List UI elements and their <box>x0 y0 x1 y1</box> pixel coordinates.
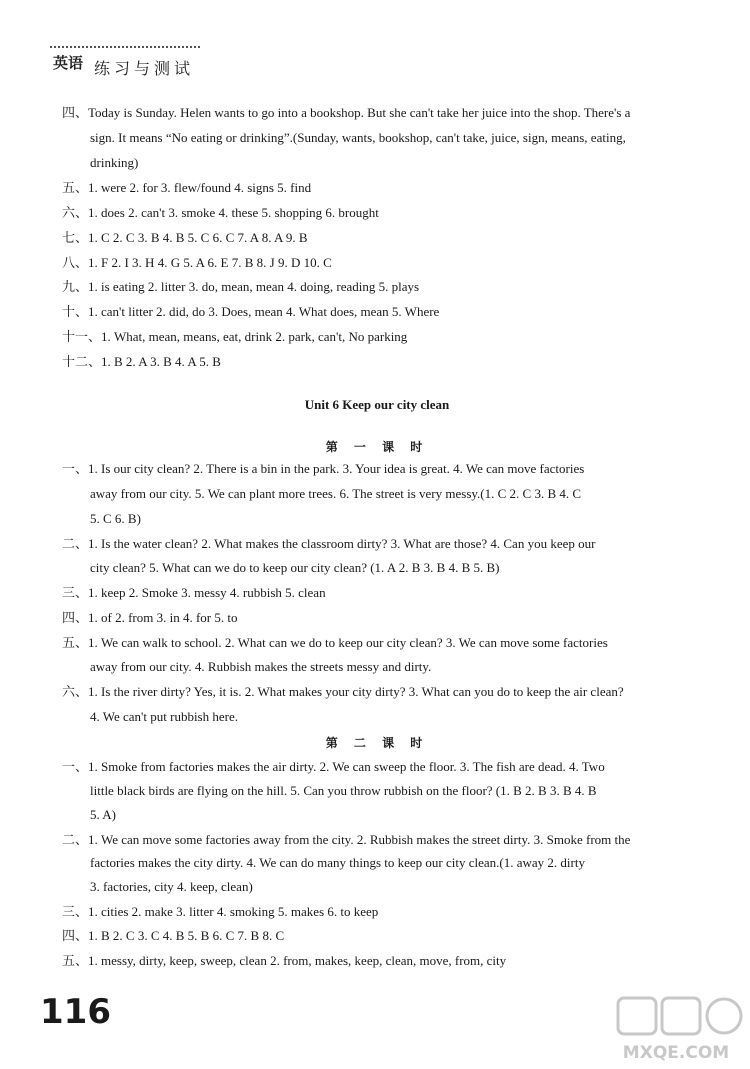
watermark-glyph-3 <box>707 999 741 1033</box>
answer-line: 八、1. F 2. I 3. H 4. G 5. A 6. E 7. B 8. J 9. D 10. C <box>62 255 332 270</box>
answer-line: 一、1. Is our city clean? 2. There is a bin in the park. 3. Your idea is great. 4. We can move factories <box>62 461 585 476</box>
answer-line: 五、1. messy, dirty, keep, sweep, clean 2. from, makes, keep, clean, move, from, city <box>62 953 507 968</box>
answer-line: 七、1. C 2. C 3. B 4. B 5. C 6. C 7. A 8. A 9. B <box>62 230 308 245</box>
answer-line-cont: away from our city. 4. Rubbish makes the streets messy and dirty. <box>90 659 432 674</box>
answer-line: 二、1. Is the water clean? 2. What makes the classroom dirty? 3. What are those? 4. Can you keep our <box>62 536 596 551</box>
answer-line: 三、1. cities 2. make 3. litter 4. smoking 5. makes 6. to keep <box>62 904 379 919</box>
answer-line: 三、1. keep 2. Smoke 3. messy 4. rubbish 5. clean <box>62 585 326 600</box>
watermark-text: MXQE.COM <box>622 1043 730 1063</box>
answer-line: 六、1. does 2. can't 3. smoke 4. these 5. shopping 6. brought <box>62 205 379 220</box>
answer-line: 十、1. can't litter 2. did, do 3. Does, mean 4. What does, mean 5. Where <box>62 304 440 319</box>
unit-title: Unit 6 Keep our city clean <box>304 397 450 412</box>
page-number: 116 <box>40 992 111 1032</box>
answer-line: 二、1. We can move some factories away from the city. 2. Rubbish makes the street dirty. 3. Smoke from the <box>62 832 631 847</box>
answer-line: 十二、1. B 2. A 3. B 4. A 5. B <box>62 354 221 369</box>
answer-line-cont: sign. It means “No eating or drinking”.(Sunday, wants, bookshop, can't take, juice, sign, means, eating, <box>90 130 626 145</box>
watermark-glyph-2 <box>662 998 700 1034</box>
lesson-heading-2: 第 二 课 时 <box>325 736 429 750</box>
answer-line: 六、1. Is the river dirty? Yes, it is. 2. What makes your city dirty? 3. What can you do to keep the air clean? <box>62 684 624 699</box>
answer-line: 四、1. of 2. from 3. in 4. for 5. to <box>62 610 238 625</box>
header-dotted-rule <box>50 46 200 48</box>
answer-line-cont: 4. We can't put rubbish here. <box>90 709 238 724</box>
book-subtitle: 练习与测试 <box>94 59 195 78</box>
subject-badge: 英语 <box>52 54 83 72</box>
lesson-heading-1: 第 一 课 时 <box>325 440 429 454</box>
answer-line-cont: city clean? 5. What can we do to keep our city clean? (1. A 2. B 3. B 4. B 5. B) <box>90 560 500 575</box>
answer-line: 一、1. Smoke from factories makes the air dirty. 2. We can sweep the floor. 3. The fish are dead. 4. Two <box>62 759 605 774</box>
answer-line-cont: 3. factories, city 4. keep, clean) <box>90 879 253 894</box>
answer-line-4-intro: 四、Today is Sunday. Helen wants to go into a bookshop. But she can't take her juice into the shop. There's a <box>62 105 631 120</box>
answer-line: 九、1. is eating 2. litter 3. do, mean, mean 4. doing, reading 5. plays <box>62 279 420 294</box>
answer-line-cont: drinking) <box>90 155 139 170</box>
page-header <box>50 40 210 80</box>
answer-line-cont: 5. C 6. B) <box>90 511 141 526</box>
answer-line: 五、1. were 2. for 3. flew/found 4. signs 5. find <box>62 180 312 195</box>
watermark-logo <box>606 990 746 1065</box>
answer-line: 十一、1. What, mean, means, eat, drink 2. park, can't, No parking <box>62 329 408 344</box>
answer-line-cont: away from our city. 5. We can plant more trees. 6. The street is very messy.(1. C 2. C 3. B 4. C <box>90 486 582 501</box>
answer-line: 五、1. We can walk to school. 2. What can we do to keep our city clean? 3. We can move some factories <box>62 635 608 650</box>
answer-line-cont: 5. A) <box>90 807 116 822</box>
answer-line-cont: factories makes the city dirty. 4. We can do many things to keep our city clean.(1. away 2. dirty <box>90 855 585 870</box>
answer-line: 四、1. B 2. C 3. C 4. B 5. B 6. C 7. B 8. C <box>62 928 285 943</box>
answer-line-cont: little black birds are flying on the hill. 5. Can you throw rubbish on the floor? (1. B 2. B 3. B 4. B <box>90 783 597 798</box>
watermark-glyph-1 <box>618 998 656 1034</box>
